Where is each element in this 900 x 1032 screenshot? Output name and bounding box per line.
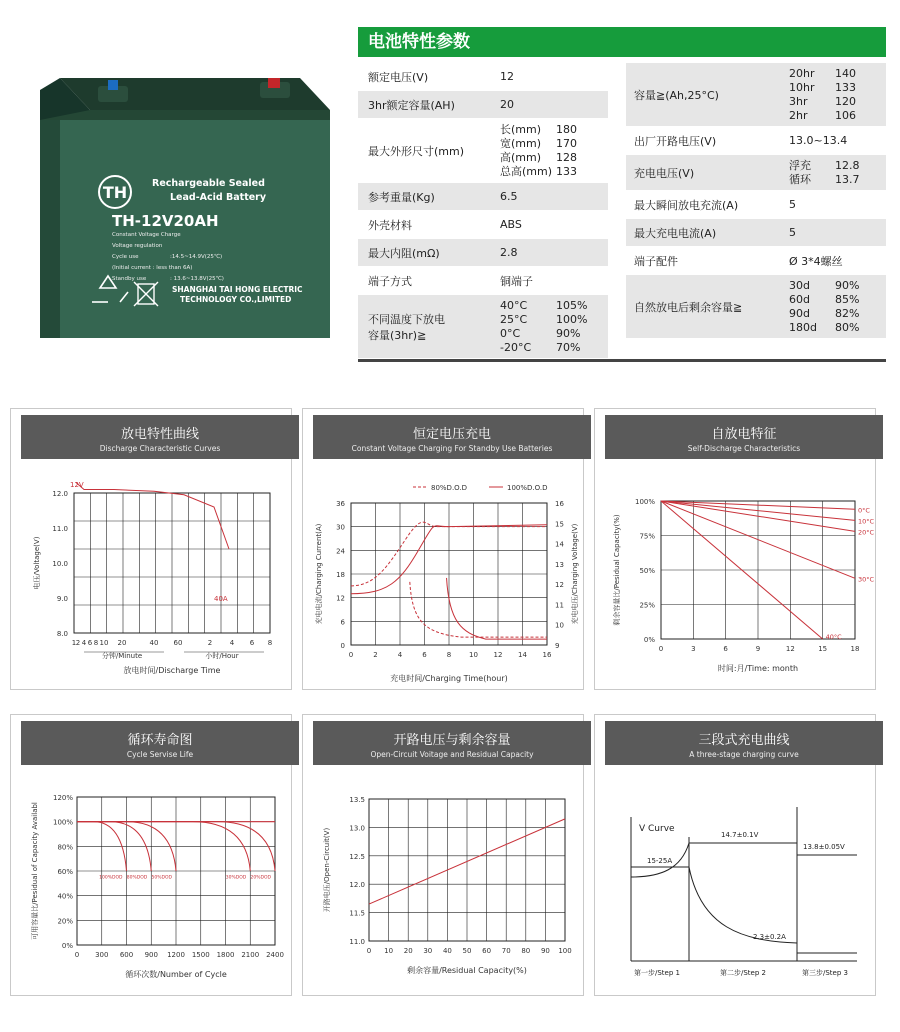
tick-label: 0%: [643, 636, 655, 644]
spec-value: 20: [500, 98, 514, 111]
spec-table-title: 电池特性参数: [358, 27, 886, 57]
spec-value: 2.8: [500, 246, 518, 259]
series-label: 30°C: [858, 575, 875, 584]
spec-subvalue: 浮充: [789, 158, 811, 172]
tick-label: 1200: [167, 951, 185, 959]
tick-label: 12.0: [52, 490, 68, 498]
tick-label: 4: [81, 639, 87, 647]
tick-label: 0: [348, 651, 354, 659]
tick-label: 11.0: [349, 938, 365, 946]
tick-label: 1500: [191, 951, 210, 959]
spec-key: 最大充电电流(A): [634, 226, 717, 240]
spec-subvalue: 2hr: [789, 108, 808, 122]
tick-label: 0: [366, 947, 372, 955]
spec-subvalue: 10hr: [789, 80, 815, 94]
y-axis-label: 剩余容量比/Pesidual Capacity(%): [613, 514, 621, 626]
spec-subvalue: 180d: [789, 320, 817, 334]
spec-values: [488, 123, 608, 179]
stage1-current: 15-25A: [647, 857, 673, 865]
spec-subvalue: 70%: [556, 340, 581, 354]
spec-key: 不同温度下放电 容量(3hr)≧: [368, 312, 445, 342]
tick-label: 1800: [216, 951, 235, 959]
battery-line2: Lead-Acid Battery: [170, 192, 267, 203]
x-axis-label: 循环次数/Number of Cycle: [125, 970, 227, 979]
tick-label: 2100: [241, 951, 260, 959]
spec-row: [626, 127, 886, 155]
spec-row: [358, 211, 608, 239]
chart-title: 开路电压与剩余容量: [393, 733, 511, 748]
tick-label: 2: [75, 639, 81, 647]
spec-key: 端子方式: [368, 274, 412, 288]
tick-label: 8: [267, 639, 273, 647]
tick-label: 100%: [634, 498, 655, 506]
tick-label: 80%: [57, 843, 73, 852]
tick-label: 8.0: [56, 630, 68, 638]
chart-subtitle: Constant Voltage Charging For Standby Use Batteries: [351, 444, 553, 453]
tick-label: 20%: [57, 917, 73, 926]
spec-subvalue: 90d: [789, 306, 810, 320]
current-curve-80dod: [410, 582, 547, 637]
discharge-curve-40a: [76, 483, 229, 550]
tick-label: 14: [555, 540, 564, 549]
battery-init: (Initial current : less than 6A): [112, 265, 193, 271]
spec-key: 自然放电后剩余容量≧: [634, 300, 743, 314]
tick-label: 3: [691, 645, 696, 653]
tick-label: 0: [340, 642, 345, 650]
tick-label: 8: [93, 639, 99, 647]
step2-label: 第二步/Step 2: [720, 969, 766, 977]
spec-subvalue: 106: [835, 108, 856, 122]
y-axis-label-left: 充电电流/Charging Current(A): [315, 523, 323, 625]
tick-label: 40: [442, 947, 452, 955]
tick-label: 120%: [52, 794, 73, 802]
maker-line1: SHANGHAI TAI HONG ELECTRIC: [172, 285, 303, 294]
tick-label: 15: [818, 645, 828, 653]
battery-cycle-val: :14.5~14.9V(25℃): [170, 254, 223, 260]
spec-value: 5: [789, 226, 796, 239]
tick-label: 20: [117, 639, 127, 647]
series-label: 40°C: [825, 633, 842, 641]
tick-label: 12: [785, 645, 795, 653]
tick-label: 12: [555, 581, 564, 590]
chart-subtitle: Open-Circuit Voitage and Residual Capacity: [370, 750, 534, 759]
spec-subvalue: 180: [556, 122, 577, 136]
spec-subvalue: 105%: [556, 298, 588, 312]
spec-value: 12: [500, 70, 514, 83]
spec-subvalue: 90%: [835, 278, 860, 292]
dod-label: 50%DOD: [151, 875, 172, 881]
tick-label: 11.0: [52, 525, 68, 533]
stage-chart-panel: [594, 714, 876, 996]
chart-title: 恒定电压充电: [412, 427, 491, 442]
dod-label: 20%DOD: [250, 875, 271, 881]
legend-80dod: 80%D.O.D: [431, 484, 468, 492]
tick-label: 36: [336, 500, 345, 508]
tick-label: 8: [446, 651, 452, 659]
spec-key: 容量≧(Ah,25°C): [634, 88, 719, 102]
tick-label: 40: [149, 639, 159, 647]
battery-line1: Rechargeable Sealed: [152, 178, 265, 189]
spec-subvalue: 128: [556, 150, 577, 164]
spec-row: [358, 267, 608, 295]
tick-label: 13.0: [349, 824, 365, 833]
chart-title: 三段式充电曲线: [698, 733, 790, 748]
tick-label: 13.5: [349, 796, 365, 804]
spec-value: 13.0~13.4: [789, 134, 848, 147]
chart-title: 循环寿命图: [127, 733, 193, 748]
tick-label: 9: [555, 642, 560, 650]
spec-key: 最大内阻(mΩ): [368, 246, 440, 260]
spec-left-column: [358, 63, 608, 359]
tick-label: 11: [555, 601, 564, 610]
chart-subtitle: Discharge Characteristic Curves: [99, 444, 221, 453]
spec-subvalue: 0°C: [500, 326, 521, 340]
spec-row: [626, 275, 886, 339]
spec-subvalue: 宽(mm): [500, 136, 542, 150]
battery-vr: Voltage regulation: [112, 243, 163, 249]
spec-row: [626, 247, 886, 275]
tick-label: 10: [99, 639, 109, 647]
tick-label: 90: [540, 947, 550, 955]
tick-label: 20: [403, 947, 413, 955]
discharge-chart: [11, 409, 293, 691]
spec-subvalue: 13.7: [835, 172, 860, 186]
tick-label: 300: [95, 951, 109, 959]
tick-label: 9: [755, 645, 761, 653]
spec-subvalue: 100%: [556, 312, 588, 326]
x-axis-label: 充电时间/Charging Time(hour): [390, 674, 508, 683]
spec-subvalue: 60d: [789, 292, 810, 306]
spec-key: 外壳材料: [368, 218, 412, 232]
tick-label: 2: [207, 639, 213, 647]
spec-subvalue: 170: [556, 136, 577, 150]
tick-label: 18: [850, 645, 860, 653]
step1-label: 第一步/Step 1: [634, 969, 680, 977]
tick-label: 6: [340, 618, 345, 627]
tick-label: 0: [658, 645, 664, 653]
tick-label: 10: [384, 947, 394, 955]
tick-label: 13: [555, 560, 564, 569]
tick-label: 15: [555, 520, 564, 529]
series-label: 20°C: [858, 528, 875, 537]
tick-label: 600: [119, 951, 134, 959]
y-axis-label: 电压/Voltage(V): [33, 536, 41, 590]
spec-key: 参考重量(Kg): [368, 190, 435, 204]
step3-label: 第三步/Step 3: [802, 969, 848, 977]
x-axis-label: 剩余容量/Residual Capacity(%): [407, 966, 527, 975]
tick-label: 70: [501, 947, 511, 955]
tick-label: 2: [373, 651, 378, 659]
spec-value: 6.5: [500, 190, 518, 203]
tick-label: 50%: [639, 567, 655, 575]
spec-key: 3hr额定容量(AH): [368, 98, 455, 112]
spec-subvalue: 85%: [835, 292, 860, 306]
self-discharge-chart: [595, 409, 877, 691]
tick-label: 16: [542, 651, 552, 659]
tick-label: 11.5: [349, 909, 365, 918]
v-curve-label: V Curve: [639, 824, 675, 834]
spec-subvalue: 40°C: [500, 298, 528, 312]
spec-row: [626, 219, 886, 247]
maker-line2: TECHNOLOGY CO.,LIMITED: [180, 295, 292, 304]
spec-row: [626, 63, 886, 127]
spec-subvalue: 3hr: [789, 94, 808, 108]
spec-subvalue: 循环: [789, 172, 811, 186]
tick-label: 12: [493, 651, 503, 659]
tick-label: 1: [71, 639, 77, 647]
chart-subtitle: Self-Discharge Characteristics: [687, 444, 801, 453]
battery-cycle: Cycle use: [112, 254, 139, 260]
tick-label: 4: [229, 639, 235, 647]
series-label: 10°C: [858, 517, 875, 526]
spec-value: 铜端子: [500, 274, 533, 288]
tick-label: 12.5: [349, 852, 365, 861]
label-40a: 40A: [214, 595, 228, 603]
battery-cv: Constant Voltage Charge: [112, 232, 181, 238]
tick-label: 14: [518, 651, 527, 659]
current-curve: [631, 867, 857, 953]
spec-subvalue: 30d: [789, 278, 810, 292]
ocv-chart-panel: [302, 714, 584, 996]
spec-row: [358, 63, 608, 91]
dod-label: 100%DOD: [99, 875, 123, 881]
battery-model: TH-12V20AH: [112, 212, 219, 230]
tick-label: 0%: [61, 942, 73, 950]
stage2-voltage: 14.7±0.1V: [721, 831, 759, 839]
spec-row: [626, 155, 886, 191]
cv-chart: [303, 409, 585, 691]
tick-label: 10: [469, 651, 478, 659]
tick-label: 2400: [266, 951, 284, 959]
battery-standby: Standby use: [112, 276, 147, 282]
tick-label: 25%: [639, 601, 655, 610]
spec-row: [358, 239, 608, 267]
battery-illustration: [20, 40, 340, 360]
tick-label: 900: [144, 951, 158, 959]
tick-label: 30: [423, 947, 433, 955]
y-axis-label: 开路电压/Open-Circuit(V): [323, 827, 331, 913]
tick-label: 12.0: [349, 881, 365, 890]
cv-chart-panel: [302, 408, 584, 690]
legend-100dod: 100%D.O.D: [507, 484, 548, 492]
spec-subvalue: 20hr: [789, 66, 815, 80]
cycle-chart: [11, 715, 293, 997]
spec-key: 额定电压(V): [368, 70, 429, 84]
self-chart-panel: [594, 408, 876, 690]
tick-label: 9.0: [56, 595, 68, 603]
tick-label: 30: [336, 523, 345, 532]
tick-label: 6: [422, 651, 427, 659]
discharge-chart-panel: [10, 408, 292, 690]
stage3-voltage: 13.8±0.05V: [803, 843, 845, 851]
tick-label: 12: [336, 594, 345, 603]
tick-label: 100%: [52, 818, 73, 827]
spec-row: [358, 91, 608, 119]
spec-row: [358, 119, 608, 183]
tick-label: 18: [336, 571, 345, 579]
chart-title: 自放电特征: [711, 427, 777, 442]
ocv-chart: [303, 715, 585, 997]
spec-right-column: [608, 63, 886, 359]
spec-subvalue: 高(mm): [500, 150, 542, 164]
spec-key: 最大瞬间放电充流(A): [634, 198, 739, 212]
tick-label: 50: [462, 947, 472, 955]
x-axis-label: 时间:月/Time: month: [717, 664, 799, 673]
x-unit-minute: 分钟/Minute: [101, 652, 143, 660]
spec-key: 充电电压(V): [634, 166, 695, 180]
spec-key: 最大外形尺寸(mm): [368, 144, 465, 158]
label-12v: 12V: [70, 481, 84, 489]
tick-label: 40%: [57, 892, 73, 901]
spec-values: [781, 159, 886, 187]
spec-values: [781, 67, 886, 123]
spec-key: 出厂开路电压(V): [634, 134, 717, 148]
current-curve-100dod: [447, 578, 547, 639]
tick-label: 24: [336, 547, 345, 556]
tick-label: 16: [555, 500, 564, 508]
spec-subvalue: 12.8: [835, 158, 860, 172]
spec-subvalue: -20°C: [500, 340, 532, 354]
chart-title: 放电特性曲线: [120, 427, 199, 442]
stage2-current: 2.3±0.2A: [753, 933, 786, 941]
spec-subvalue: 133: [556, 164, 577, 178]
tick-label: 60: [482, 947, 492, 955]
spec-subvalue: 133: [835, 80, 856, 94]
spec-subvalue: 90%: [556, 326, 581, 340]
brand-logo: TH: [102, 183, 128, 202]
spec-value: 5: [789, 198, 796, 211]
three-stage-chart: [595, 715, 877, 997]
spec-subvalue: 140: [835, 66, 856, 80]
battery-standby-val: : 13.6~13.8V(25℃): [170, 276, 224, 282]
tick-label: 75%: [639, 532, 655, 541]
tick-label: 0: [74, 951, 80, 959]
tick-label: 10: [555, 621, 564, 630]
tick-label: 6: [723, 645, 728, 653]
tick-label: 80: [521, 947, 531, 955]
spec-values: [781, 279, 886, 335]
spec-subvalue: 82%: [835, 306, 860, 320]
spec-subvalue: 长(mm): [500, 122, 542, 136]
series-label: 0°C: [858, 506, 870, 515]
spec-subvalue: 120: [835, 94, 856, 108]
spec-table: [358, 27, 886, 362]
spec-subvalue: 总高(mm): [500, 164, 553, 178]
spec-row: [358, 183, 608, 211]
tick-label: 6: [87, 639, 93, 647]
x-axis-label: 放电时间/Discharge Time: [123, 666, 221, 675]
spec-row: [626, 191, 886, 219]
spec-key: 端子配件: [634, 254, 678, 268]
spec-values: [488, 299, 608, 355]
dod-label: 80%DOD: [126, 875, 148, 881]
y-axis-label-right: 充电电压/Charging Voltage(V): [571, 523, 579, 625]
dod-label: 30%DOD: [225, 875, 247, 881]
tick-label: 60: [173, 639, 183, 647]
tick-label: 4: [397, 651, 403, 659]
spec-value: ABS: [500, 218, 522, 231]
spec-subvalue: 25°C: [500, 312, 528, 326]
chart-subtitle: Cycle Servise Life: [126, 750, 194, 759]
y-axis-label: 可用容量比/Pesidual of Capacity Availabl: [31, 802, 39, 940]
spec-subvalue: 80%: [835, 320, 860, 334]
spec-value: Ø 3*4螺丝: [789, 254, 843, 268]
tick-label: 100: [558, 947, 572, 955]
tick-label: 10.0: [52, 560, 68, 568]
tick-label: 6: [249, 639, 255, 647]
spec-row: [358, 295, 608, 359]
tick-label: 60%: [57, 868, 73, 876]
cycle-chart-panel: [10, 714, 292, 996]
chart-subtitle: A three-stage charging curve: [689, 750, 799, 759]
x-unit-hour: 小时/Hour: [205, 652, 239, 660]
